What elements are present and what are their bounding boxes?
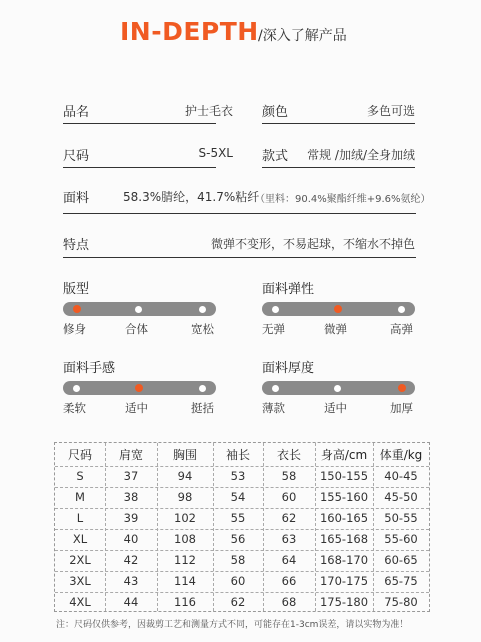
table-cell: 175-180	[319, 595, 369, 609]
table-cell: 64	[281, 553, 297, 567]
table-header-cell: 肩宽	[118, 448, 143, 462]
table-cell: 155-160	[319, 490, 369, 504]
slider-marker	[272, 385, 279, 392]
divider	[63, 257, 416, 258]
table-cell: 55	[230, 511, 246, 525]
table-cell: 160-165	[319, 511, 369, 525]
table-cell: 42	[123, 553, 139, 567]
slider-title: 版型	[63, 282, 90, 297]
table-cell: 40	[123, 532, 139, 546]
slider-marker	[272, 306, 279, 313]
table-cell: 66	[281, 574, 297, 588]
table-header-cell: 衣长	[276, 448, 301, 462]
spec-fabric-value: 58.3%腈纶，41.7%粘纤	[123, 190, 260, 204]
slider-marker	[398, 306, 405, 313]
table-cell: 62	[230, 595, 246, 609]
table-cell: 116	[174, 595, 196, 609]
slider-option: 合体	[125, 322, 148, 336]
table-cell: M	[75, 490, 85, 504]
table-header-cell: 胸围	[172, 448, 197, 462]
table-cell: 62	[281, 511, 297, 525]
slider-option: 柔软	[63, 401, 86, 415]
table-cell: 3XL	[69, 574, 91, 588]
table-cell: 150-155	[319, 469, 369, 483]
spec-name-value: 护士毛衣	[184, 104, 233, 118]
table-cell: 94	[177, 469, 193, 483]
slider-option: 宽松	[191, 322, 214, 336]
table-header-cell: 尺码	[67, 448, 92, 462]
slider-option: 适中	[125, 401, 148, 415]
table-cell: 4XL	[69, 595, 91, 609]
table-cell: 65-75	[384, 574, 418, 588]
slider-option: 挺括	[191, 401, 214, 415]
spec-fabric-note: （里料：90.4%聚酯纤维+9.6%氨纶）	[255, 194, 431, 205]
slider-title: 面料手感	[63, 361, 116, 376]
table-cell: 58	[281, 469, 297, 483]
table-column-divider	[213, 443, 214, 611]
divider	[63, 213, 416, 214]
slider-track	[63, 302, 216, 316]
slider-marker	[199, 306, 206, 313]
table-cell: 2XL	[69, 553, 91, 567]
slider-marker	[73, 385, 80, 392]
table-cell: 55-60	[384, 532, 418, 546]
slider-option: 无弹	[262, 322, 285, 336]
table-cell: 43	[123, 574, 139, 588]
slider-marker-selected	[135, 384, 143, 392]
table-cell: 114	[174, 574, 196, 588]
slider-option: 微弹	[324, 322, 347, 336]
table-cell: 56	[230, 532, 246, 546]
slider-marker	[334, 385, 341, 392]
table-cell: 98	[177, 490, 193, 504]
divider	[63, 167, 216, 168]
table-cell: 44	[123, 595, 139, 609]
spec-feature-label: 特点	[63, 238, 90, 253]
brand-subtitle: /深入了解产品	[258, 28, 347, 44]
slider-track	[63, 381, 216, 395]
table-cell: 165-168	[319, 532, 369, 546]
slider-option: 适中	[324, 401, 347, 415]
table-column-divider	[315, 443, 316, 611]
table-cell: 53	[230, 469, 246, 483]
table-cell: S	[76, 469, 84, 483]
slider-marker	[135, 306, 142, 313]
divider	[262, 167, 415, 168]
spec-feature-value: 微弹不变形，不易起球，不缩水不掉色	[210, 237, 415, 251]
slider-option: 高弹	[390, 322, 413, 336]
brand-title: IN-DEPTH	[120, 17, 259, 46]
slider-marker	[199, 385, 206, 392]
table-cell: XL	[72, 532, 88, 546]
table-cell: 60	[281, 490, 297, 504]
table-cell: 58	[230, 553, 246, 567]
spec-fabric-label: 面料	[63, 191, 90, 206]
table-cell: 39	[123, 511, 139, 525]
table-header-cell: 袖长	[225, 448, 250, 462]
table-cell: 45-50	[384, 490, 418, 504]
slider-track	[262, 381, 415, 395]
spec-color-label: 颜色	[262, 105, 289, 120]
table-column-divider	[263, 443, 264, 611]
table-cell: L	[76, 511, 84, 525]
spec-style-label: 款式	[262, 149, 289, 164]
table-cell: 112	[174, 553, 196, 567]
size-note: 注：尺码仅供参考，因裁剪工艺和测量方式不同，可能存在1-3cm误差，请以实物为准！	[56, 620, 409, 630]
slider-option: 修身	[63, 322, 86, 336]
table-cell: 170-175	[319, 574, 369, 588]
table-cell: 60-65	[384, 553, 418, 567]
table-cell: 168-170	[319, 553, 369, 567]
divider	[262, 123, 415, 124]
slider-option: 薄款	[262, 401, 285, 415]
table-cell: 54	[230, 490, 246, 504]
table-cell: 68	[281, 595, 297, 609]
table-cell: 50-55	[384, 511, 418, 525]
table-cell: 40-45	[384, 469, 418, 483]
spec-size-label: 尺码	[63, 149, 90, 164]
slider-marker-selected	[73, 305, 81, 313]
table-column-divider	[157, 443, 158, 611]
table-cell: 37	[123, 469, 139, 483]
table-column-divider	[373, 443, 374, 611]
table-cell: 75-80	[384, 595, 418, 609]
slider-track	[262, 302, 415, 316]
slider-marker-selected	[334, 305, 342, 313]
spec-style-value: 常规 /加绒/全身加绒	[307, 148, 415, 162]
table-cell: 63	[281, 532, 297, 546]
table-cell: 108	[174, 532, 196, 546]
slider-title: 面料厚度	[262, 361, 315, 376]
table-column-divider	[105, 443, 106, 611]
slider-option: 加厚	[390, 401, 413, 415]
slider-marker-selected	[398, 384, 406, 392]
table-cell: 60	[230, 574, 246, 588]
spec-color-value: 多色可选	[366, 104, 415, 118]
table-cell: 38	[123, 490, 139, 504]
divider	[63, 123, 216, 124]
spec-size-value: S-5XL	[198, 146, 233, 160]
table-header-cell: 身高/cm	[320, 448, 368, 462]
spec-name-label: 品名	[63, 105, 90, 120]
size-table	[54, 442, 430, 612]
slider-title: 面料弹性	[262, 282, 315, 297]
table-header-cell: 体重/kg	[379, 448, 423, 462]
table-cell: 102	[174, 511, 196, 525]
